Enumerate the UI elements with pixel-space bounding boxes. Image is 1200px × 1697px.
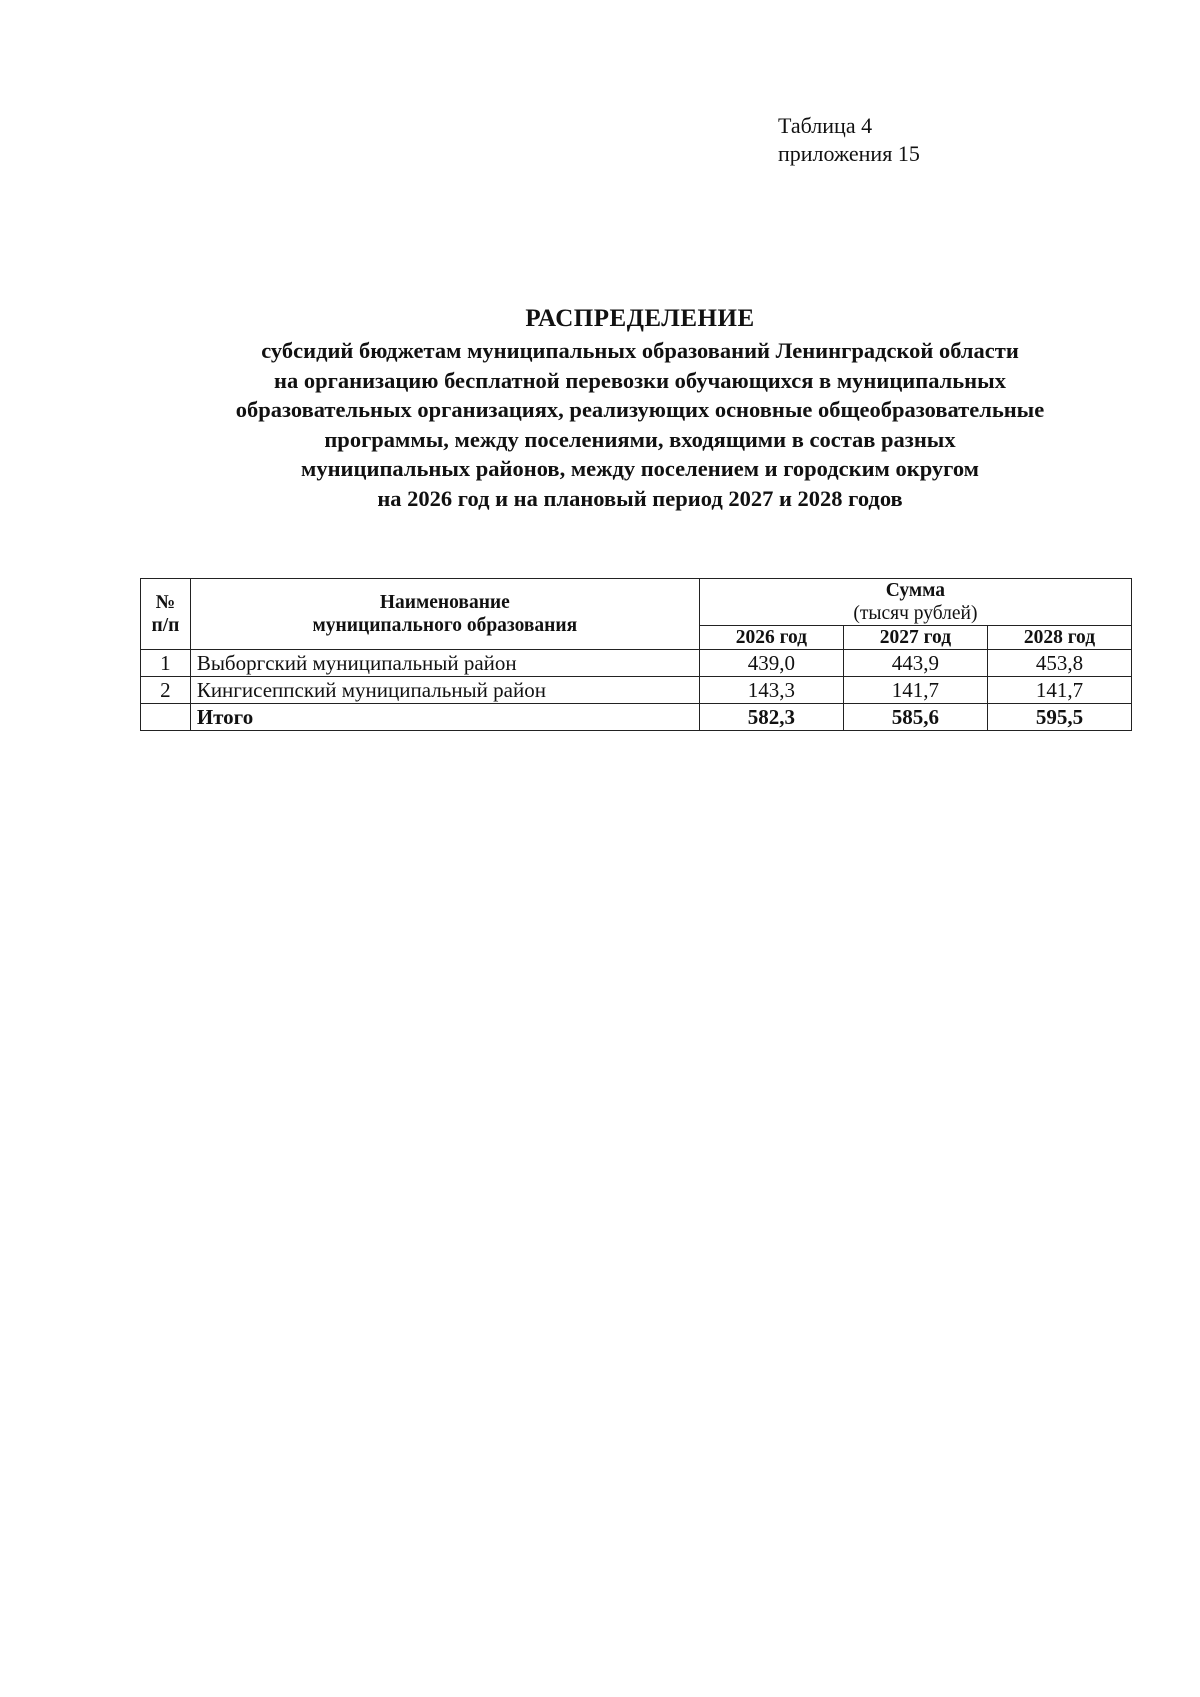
row-value-2026: 143,3 — [699, 677, 843, 704]
title-line: муниципальных районов, между поселением и городским округом — [301, 456, 979, 481]
header-number — [141, 579, 191, 650]
title-line: программы, между поселениями, входящими в состав разных — [324, 426, 956, 452]
header-number-line1: № — [155, 592, 176, 613]
title-subtitle — [100, 336, 1180, 513]
total-label: Итого — [190, 704, 699, 731]
header-year-2026: 2026 год — [699, 626, 843, 650]
distribution-table — [140, 578, 1132, 731]
row-value-2028: 453,8 — [987, 650, 1131, 677]
row-number: 2 — [141, 677, 191, 704]
table-reference — [778, 112, 920, 168]
row-value-2027: 443,9 — [843, 650, 987, 677]
header-year-2027: 2027 год — [843, 626, 987, 650]
header-name-line1: Наименование — [379, 592, 510, 613]
row-name: Кингисеппский муниципальный район — [190, 677, 699, 704]
header-sum — [699, 579, 1131, 626]
row-value-2027: 141,7 — [843, 677, 987, 704]
header-name-line2: муниципального образования — [312, 615, 578, 636]
header-number-line2: п/п — [151, 615, 180, 636]
total-row — [141, 704, 1132, 731]
row-name: Выборгский муниципальный район — [190, 650, 699, 677]
row-number: 1 — [141, 650, 191, 677]
title-main: РАСПРЕДЕЛЕНИЕ — [525, 305, 755, 332]
row-value-2026: 439,0 — [699, 650, 843, 677]
header-year-2028: 2028 год — [987, 626, 1131, 650]
table-row — [141, 677, 1132, 704]
title-line: на 2026 год и на плановый период 2027 и 2028 годов — [377, 485, 903, 511]
total-value-2028: 595,5 — [987, 704, 1131, 731]
total-value-2027: 585,6 — [843, 704, 987, 731]
title-line: образовательных организациях, реализующих основные общеобразовательные — [235, 397, 1045, 422]
total-number — [141, 704, 191, 731]
header-sum-line2: (тысяч рублей) — [853, 603, 978, 624]
title-line: субсидий бюджетам муниципальных образований Ленинградской области — [261, 338, 1019, 363]
table-row — [141, 650, 1132, 677]
document-title — [100, 302, 1180, 513]
header-sum-line1: Сумма — [885, 580, 946, 601]
table-reference-line2: приложения 15 — [778, 141, 920, 166]
table-reference-line1: Таблица 4 — [778, 113, 873, 138]
total-value-2026: 582,3 — [699, 704, 843, 731]
header-name — [190, 579, 699, 650]
row-value-2028: 141,7 — [987, 677, 1131, 704]
title-line: на организацию бесплатной перевозки обучающихся в муниципальных — [274, 367, 1006, 393]
